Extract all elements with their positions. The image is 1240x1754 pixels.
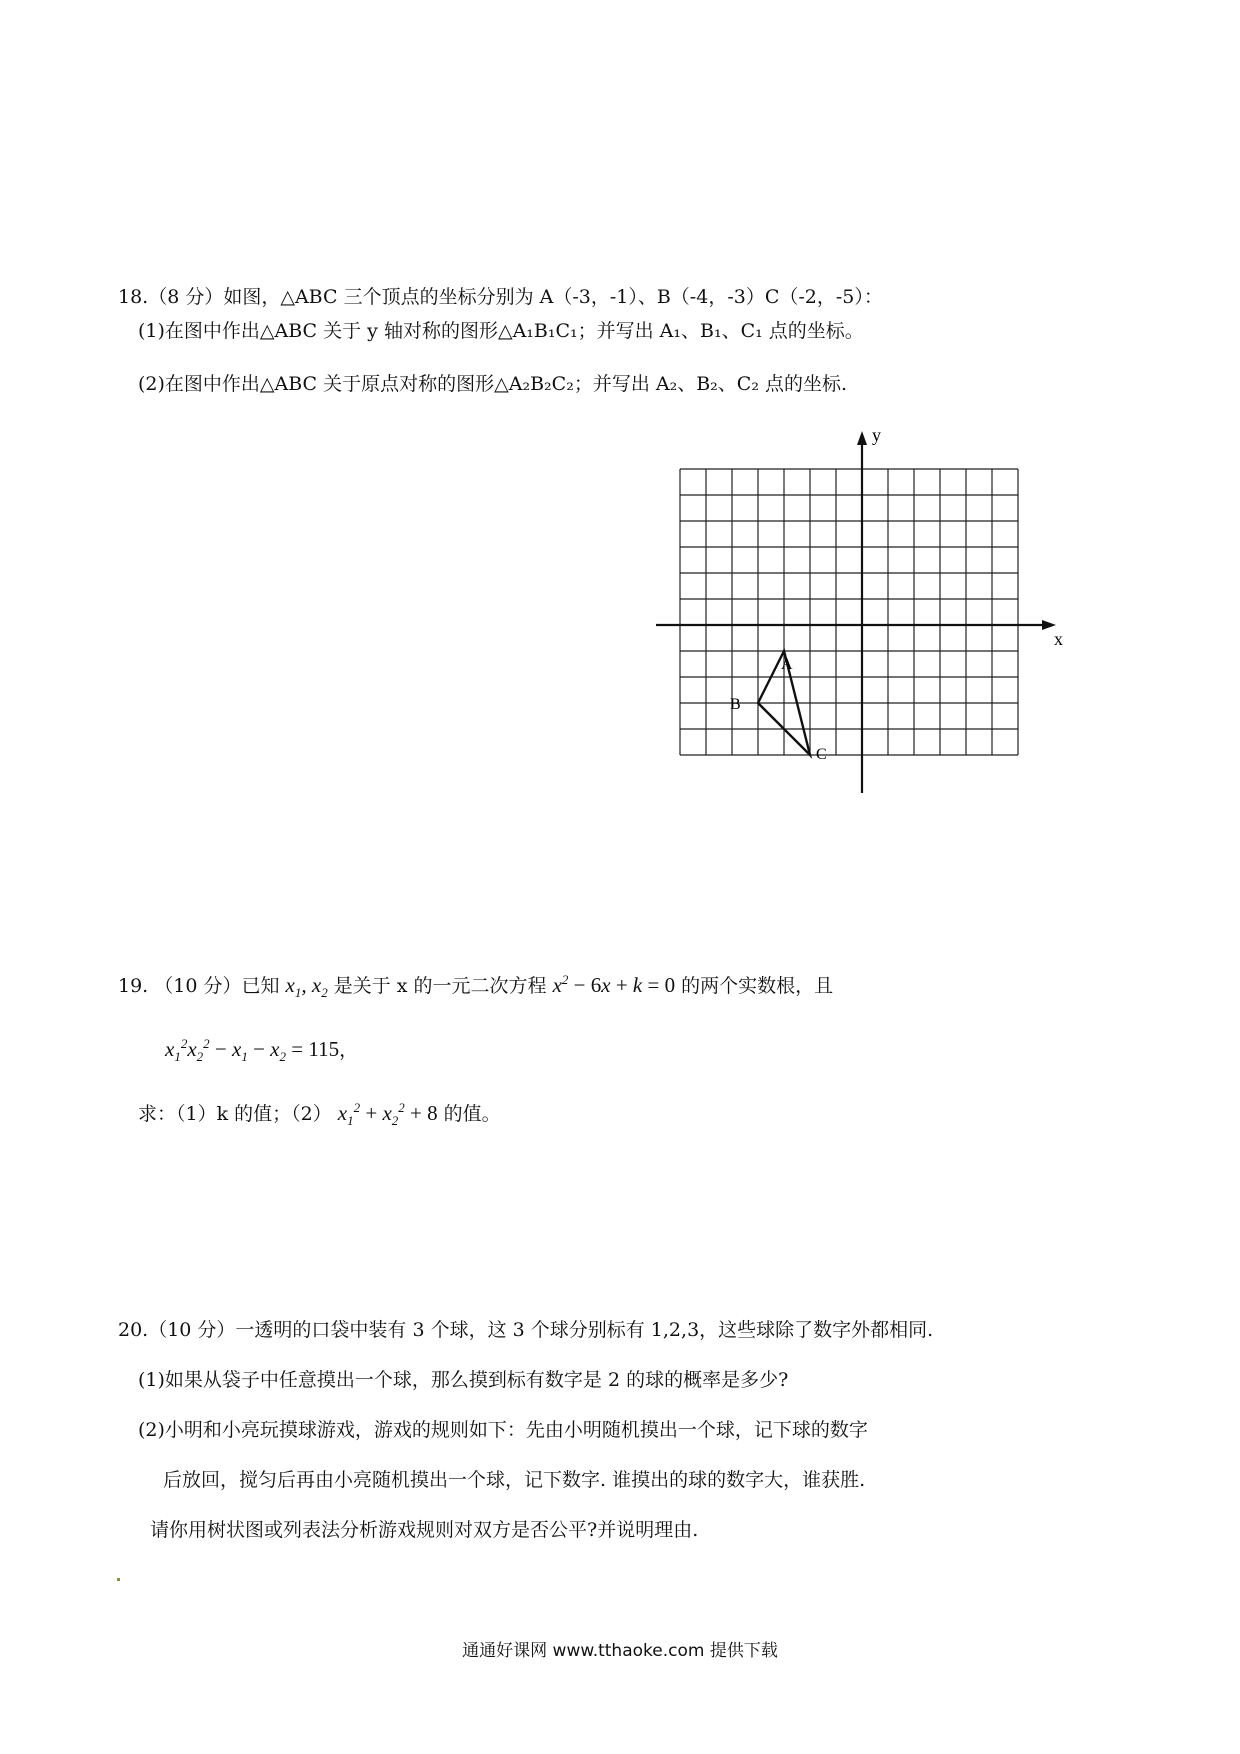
q18-part2: (2)在图中作出△ABC 关于原点对称的图形△A₂B₂C₂；并写出 A₂、B₂、C₂ 点的坐标. (138, 373, 848, 395)
q19-score: （10 分）已知 (154, 975, 280, 997)
q19-ask-prefix: 求：（1）k 的值；（2） (138, 1103, 332, 1125)
y-axis-arrow (857, 431, 867, 445)
q20-stem: 20.（10 分）一透明的口袋中装有 3 个球，这 3 个球分别标有 1,2,3，这些球除了数字外都相同. (118, 1319, 934, 1341)
q19-ask-suffix: 的值。 (443, 1103, 501, 1125)
q19-text2: 的两个实数根，且 (681, 975, 834, 997)
q18-part1: (1)在图中作出△ABC 关于 y 轴对称的图形△A₁B₁C₁；并写出 A₁、B₁、C₁ 点的坐标。 (138, 320, 864, 342)
q19-condition-end: ， (339, 1039, 359, 1061)
q19-text1: 是关于 x 的一元二次方程 (333, 975, 547, 997)
point-label-a: A (781, 656, 793, 673)
q19-equation: $x^2 - 6x + k = 0$ (552, 972, 676, 997)
point-label-c: C (816, 746, 827, 763)
q19-ask (138, 1100, 501, 1127)
q20-part2-line1: (2)小明和小亮玩摸球游戏，游戏的规则如下：先由小明随机摸出一个球，记下球的数字 (138, 1419, 868, 1441)
q19-condition: $x_1^2x_2^2 - x_1 - x_2 = 115$， (165, 1036, 359, 1065)
speck-mark (117, 1578, 120, 1581)
q18-stem: 18.（8 分）如图，△ABC 三个顶点的坐标分别为 A（-3，-1）、B（-4，-3）C（-2，-5）： (118, 286, 883, 308)
coordinate-grid (650, 430, 1080, 800)
footer-source: 通通好课网 www.tthaoke.com 提供下载 (462, 1641, 778, 1661)
y-axis-label: y (872, 430, 881, 445)
q19-roots: $x_1$, $x_2$ (285, 973, 328, 1001)
q20-part2-line2: 后放回，搅匀后再由小亮随机摸出一个球，记下数字. 谁摸出的球的数字大，谁获胜. (163, 1469, 866, 1491)
q19-number: 19. (118, 975, 149, 997)
x-axis-label: x (1054, 629, 1063, 649)
coordinate-grid-figure (650, 430, 1080, 800)
q20-part2-line3: 请你用树状图或列表法分析游戏规则对双方是否公平?并说明理由. (150, 1519, 699, 1541)
point-label-b: B (730, 696, 741, 713)
q19-stem (118, 972, 833, 999)
q19-ask-expr: $x_1^2 + x_2^2 + 8$ (337, 1100, 438, 1129)
q20-part1: (1)如果从袋子中任意摸出一个球，那么摸到标有数字是 2 的球的概率是多少? (138, 1369, 789, 1391)
